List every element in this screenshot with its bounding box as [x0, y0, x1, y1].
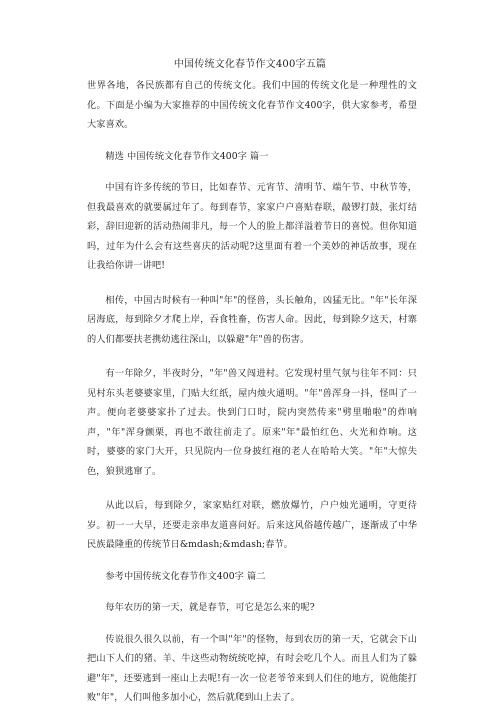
section-1-paragraph-2: 相传，中国古时候有一种叫"年"的怪兽，头长触角，凶猛无比。"年"长年深居海底，每到除夕才爬上岸，吞食牲畜，伤害人命。因此，每到除夕这天，村寨的人们都要扶老携幼逃往深山，以躲避"年"兽的伤害。: [87, 294, 417, 345]
intro-paragraph: 世界各地，各民族都有自己的传统文化。我们中国的传统文化是一种理性的文化。下面是小编为大家推荐的中国传统文化春节作文400字，供大家参考，希望大家喜欢。: [87, 80, 417, 130]
section-1-heading: 精选 中国传统文化春节作文400字 篇一: [105, 150, 269, 162]
section-2-paragraph-1: 每年农历的第一天，就是春节，可它是怎么来的呢?: [105, 602, 315, 613]
document-title: 中国传统文化春节作文400字五篇: [173, 59, 327, 70]
section-1-paragraph-4: 从此以后，每到除夕，家家贴红对联，燃放爆竹，户户烛光通明，守更待岁。初一一大早，还要走亲串友道喜问好。后来这风俗越传越广，逐渐成了中华民族最隆重的传统节日&mdash;&mdash;春节。: [87, 500, 417, 550]
section-2-paragraph-2: 传说很久很久以前，有一个叫"年"的怪物，每到农历的第一天，它就会下山把山下人们的猪、羊、牛这些动物统统吃掉，有时会吃几个人。而且人们为了躲避"年"，还要逃到一座山上去呢!有一次一位老爷爷来到人们住的地方，说他能打败"年"，人们叫他多加小心，然后就爬到山上去了。: [87, 633, 417, 703]
document-body: [87, 76, 417, 708]
section-2-heading: 参考中国传统文化春节作文400字 篇二: [105, 570, 266, 582]
section-1-paragraph-1: 中国有许多传统的节日，比如春节、元宵节、清明节、端午节、中秋节等，但我最喜欢的就要属过年了。每到春节，家家户户喜贴春联，敲锣打鼓，张灯结彩，辞旧迎新的活动热闹非凡，每一个人的脸上都洋溢着节日的喜悦。但你知道吗，过年为什么会有这些喜庆的活动呢?这里面有着一个美妙的神话故事，现在让我给你讲一讲吧!: [87, 182, 417, 271]
section-1-paragraph-3: 有一年除夕，半夜时分，"年"兽又闯进村。它发现村里气氛与往年不同：只见村东头老婆婆家里，门贴大红纸，屋内烛火通明。"年"兽浑身一抖，怪叫了一声。便向老婆婆家扑了过去。快到门口时，院内突然传来"劈里啪啦"的炸响声，"年"浑身颤栗，再也不敢往前走了。原来"年"最怕红色、火光和炸响。这时，婆婆的家门大开，只见院内一位身披红袍的老人在哈哈大笑。"年"大惊失色，狼狈逃窜了。: [87, 368, 417, 477]
